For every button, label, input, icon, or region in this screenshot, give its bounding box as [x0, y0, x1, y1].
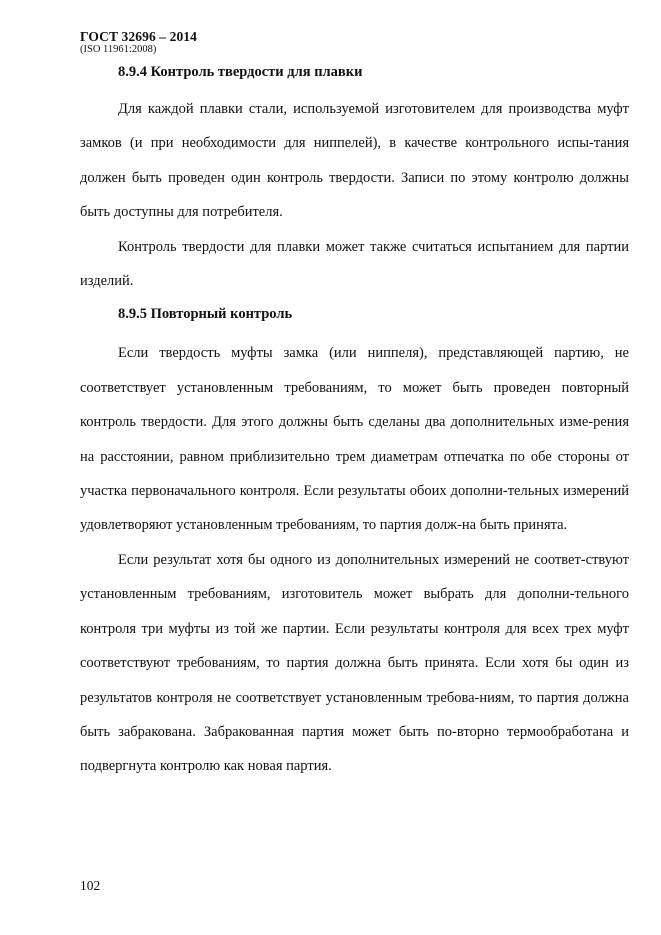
document-header [80, 30, 197, 55]
paragraph: Если результат хотя бы одного из дополнительных измерений не соответ-ствуют установленным требованиям, изготовитель может выбрать для дополни-тельного контроля три муфты из той же партии. Если результаты контроля для всех трех муфт соответствуют требованиям, то партия должна быть принята. Если хотя бы один из результатов контроля не соответствует установленным требова-ниям, то партия должна быть забракована. Забракованная партия может быть по-вторно термообработана и подвергнута контролю как новая партия. [80, 551, 629, 775]
paragraph: Для каждой плавки стали, используемой изготовителем для производства муфт замков (и при необходимости для ниппелей), в качестве контрольного испы-тания должен быть проведен один контроль твердости. Записи по этому контролю должны быть доступны для потребителя. [80, 101, 629, 221]
page-number: 102 [80, 878, 101, 893]
standard-designation: ГОСТ 32696 – 2014 [80, 29, 197, 44]
document-body [80, 62, 629, 784]
iso-reference: (ISO 11961:2008) [80, 44, 157, 56]
section-heading-8-9-5: 8.9.5 Повторный контроль [118, 306, 293, 323]
paragraph: Контроль твердости для плавки может также считаться испытанием для партии изделий. [80, 238, 629, 290]
paragraph: Если твердость муфты замка (или ниппеля), представляющей партию, не соответствует установленным требованиям, то может быть проведен повторный контроль твердости. Для этого должны быть сделаны два дополнительных изме-рения на расстоянии, равном приблизительно трем диаметрам отпечатка по обе стороны от участка первоначального контроля. Если результаты обоих дополни-тельных измерений удовлетворяют установленным требованиям, то партия долж-на быть принята. [80, 345, 629, 534]
section-heading-8-9-4: 8.9.4 Контроль твердости для плавки [118, 64, 363, 80]
